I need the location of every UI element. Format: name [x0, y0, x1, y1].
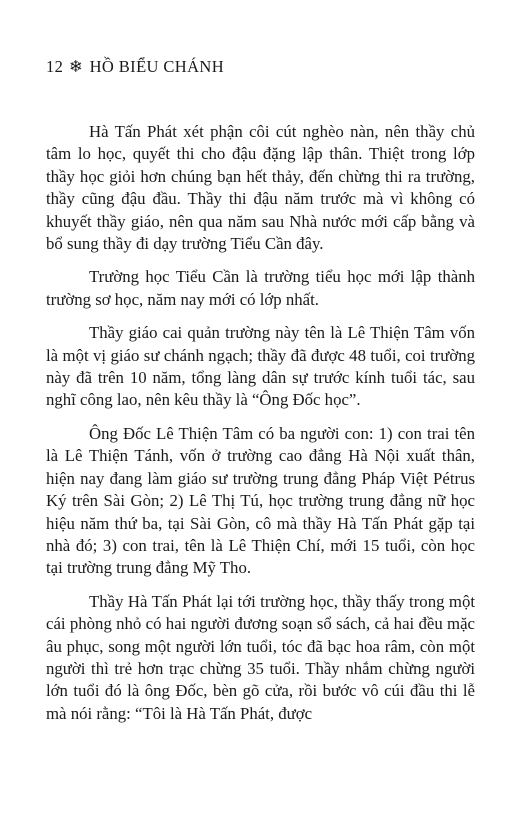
running-head [46, 57, 224, 77]
snowflake-icon: ❄ [68, 57, 84, 76]
author-name: HỒ BIỂU CHÁNH [89, 57, 225, 76]
page-number: 12 [46, 57, 64, 76]
paragraph-5: Thầy Hà Tấn Phát lại tới trường học, thầy thấy trong một cái phòng nhỏ có hai người đương soạn sổ sách, cả hai đều mặc âu phục, song một người lớn tuổi, tóc đã bạc hoa râm, còn một người thì trẻ hơn trạc chừng 35 tuổi. Thầy nhắm chừng người lớn tuổi đó là ông Đốc, bèn gõ cửa, rồi bước vô cúi đầu thi lễ mà nói rằng: “Tôi là Hà Tấn Phát, được [46, 591, 475, 723]
body-text [46, 121, 475, 736]
paragraph-3: Thầy giáo cai quản trường này tên là Lê Thiện Tâm vốn là một vị giáo sư chánh ngạch; thầy đã được 48 tuổi, coi trường này đã trên 10 năm, tổng làng dân sự trước kính tuổi tác, sau nghĩ công lao, nên kêu thầy là “Ông Đốc học”. [46, 323, 475, 410]
paragraph-1: Hà Tấn Phát xét phận côi cút nghèo nàn, nên thầy chủ tâm lo học, quyết thi cho đậu đặng lập thân. Thiệt trong lớp thầy học giỏi hơn chúng bạn hết thảy, đến chừng thi ra trường, thầy cũng đậu đầu. Thầy thi đậu năm trước mà vì không có khuyết thầy giáo, nên qua năm sau Nhà nước mới cấp bằng và bổ sung thầy đi dạy trường Tiểu Cần đây. [46, 122, 475, 254]
paragraph-2: Trường học Tiểu Cần là trường tiểu học mới lập thành trường sơ học, năm nay mới có lớp nhất. [46, 267, 475, 309]
paragraph-4: Ông Đốc Lê Thiện Tâm có ba người con: 1) con trai tên là Lê Thiện Tánh, vốn ở trường cao đẳng Hà Nội xuất thân, hiện nay đang làm giáo sư trường trung đẳng Pháp Việt Pétrus Ký trên Sài Gòn; 2) Lê Thị Tú, học trường trung đẳng nữ học hiệu năm thứ ba, tại Sài Gòn, cô mà thầy Hà Tấn Phát gặp tại nhà đó; 3) con trai, tên là Lê Thiện Chí, mới 15 tuổi, còn học tại trường trung đẳng Mỹ Tho. [46, 423, 475, 578]
